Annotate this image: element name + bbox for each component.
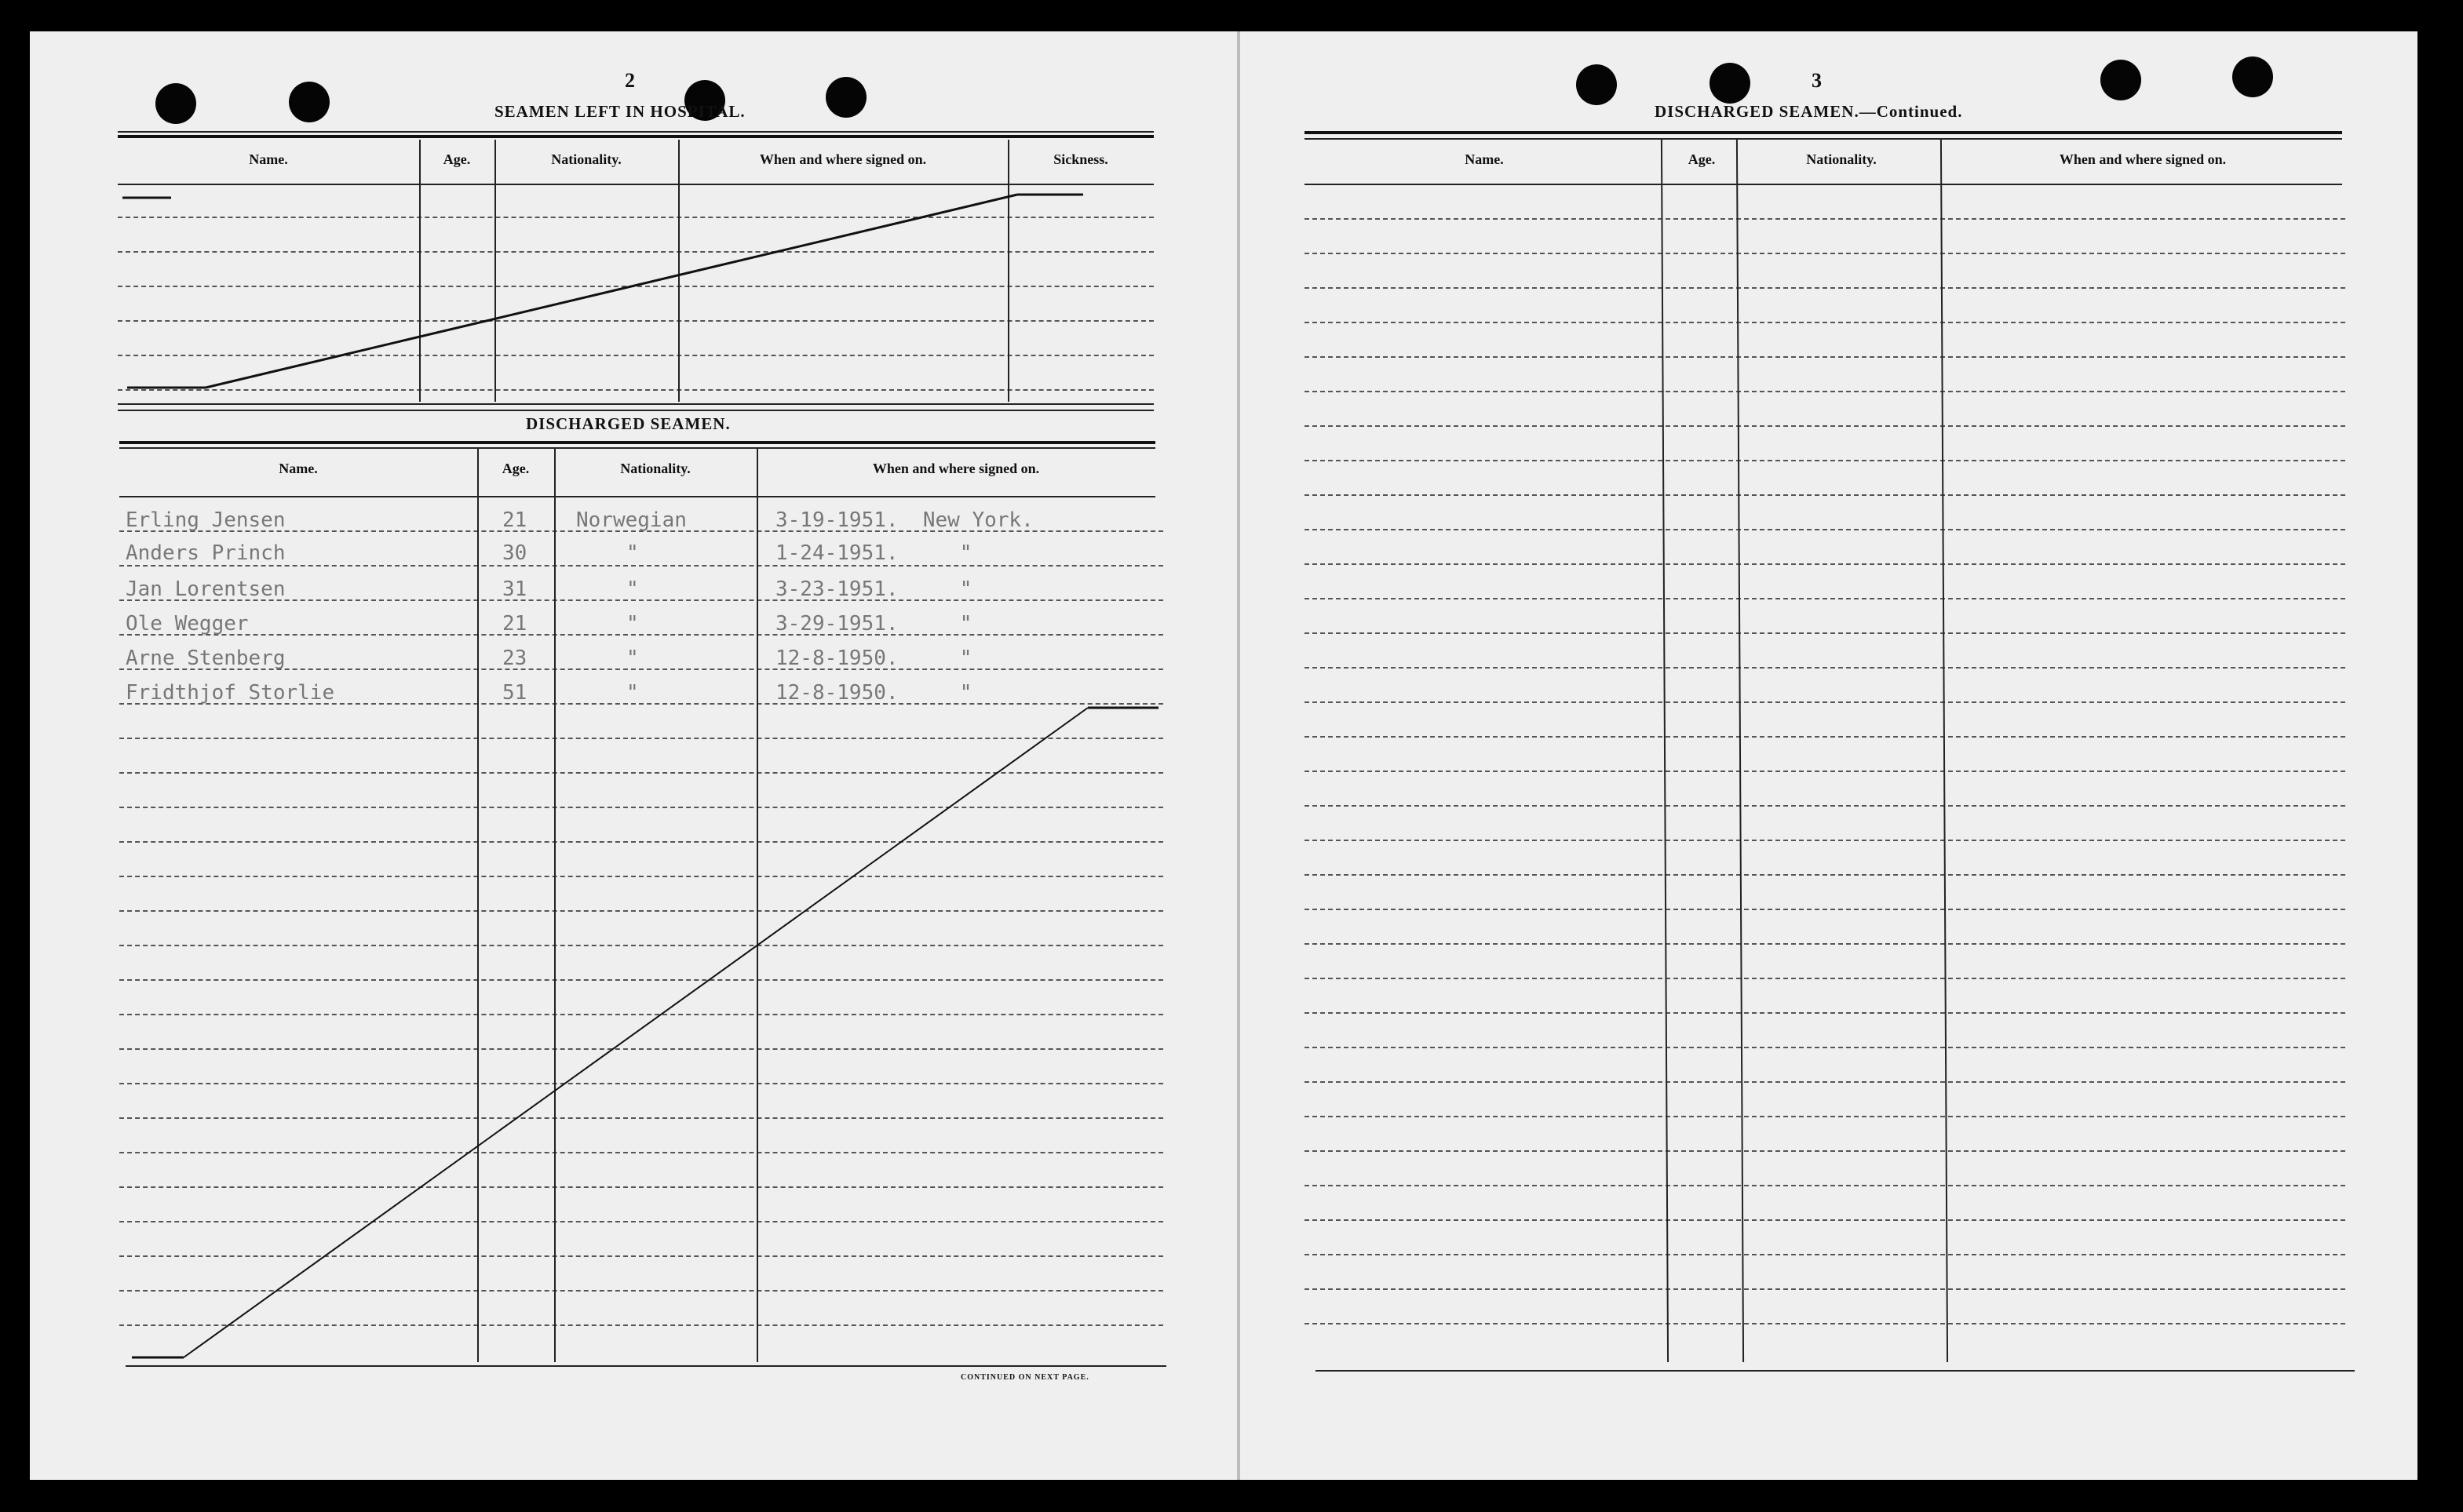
seaman-name: Erling Jensen [126, 508, 286, 532]
right-header-age: Age. [1688, 151, 1716, 167]
seaman-nationality: " [626, 612, 639, 636]
page-number-left: 2 [625, 69, 635, 92]
page-number-right: 3 [1812, 69, 1822, 92]
seaman-nationality: Norwegian [576, 508, 687, 532]
hospital-header-name: Name. [249, 151, 288, 167]
discharged-section-title: DISCHARGED SEAMEN. [526, 414, 731, 433]
seaman-name: Arne Stenberg [126, 647, 286, 670]
continued-note: CONTINUED ON NEXT PAGE. [961, 1373, 1089, 1382]
seaman-nationality: " [626, 541, 639, 565]
seaman-name: Jan Lorentsen [126, 577, 286, 601]
hospital-header-nationality: Nationality. [551, 151, 622, 167]
seaman-age: 21 [502, 508, 527, 532]
seaman-signed-on: 12-8-1950. " [775, 681, 972, 705]
right-page-title: DISCHARGED SEAMEN.—Continued. [1655, 102, 1963, 121]
seaman-nationality: " [626, 681, 639, 705]
hospital-section-title: SEAMEN LEFT IN HOSPITAL. [494, 102, 746, 121]
seaman-nationality: " [626, 577, 639, 601]
seaman-name: Fridthjof Storlie [126, 681, 335, 705]
discharged-strike-line [184, 708, 1088, 1357]
seaman-name: Ole Wegger [126, 612, 249, 636]
discharged-header-nationality: Nationality. [620, 461, 691, 476]
right-header-name: Name. [1465, 151, 1504, 167]
seaman-nationality: " [626, 647, 639, 670]
discharged-header-signed-on: When and where signed on. [872, 461, 1040, 476]
seaman-signed-on: 3-19-1951. New York. [775, 508, 1034, 532]
hospital-strike-line [206, 195, 1017, 388]
hospital-header-sickness: Sickness. [1053, 151, 1108, 167]
seaman-age: 21 [502, 612, 527, 636]
hospital-header-age: Age. [443, 151, 471, 167]
right-header-signed-on: When and where signed on. [2059, 151, 2227, 167]
seaman-name: Anders Princh [126, 541, 286, 565]
seaman-age: 31 [502, 577, 527, 601]
seaman-age: 51 [502, 681, 527, 705]
right-header-nationality: Nationality. [1806, 151, 1877, 167]
seaman-signed-on: 3-29-1951. " [775, 612, 972, 636]
seaman-age: 30 [502, 541, 527, 565]
hospital-header-signed-on: When and where signed on. [759, 151, 927, 167]
seaman-signed-on: 3-23-1951. " [775, 577, 972, 601]
discharged-header-name: Name. [279, 461, 318, 476]
seaman-signed-on: 12-8-1950. " [775, 647, 972, 670]
discharged-header-age: Age. [502, 461, 530, 476]
seaman-age: 23 [502, 647, 527, 670]
seaman-signed-on: 1-24-1951. " [775, 541, 972, 565]
